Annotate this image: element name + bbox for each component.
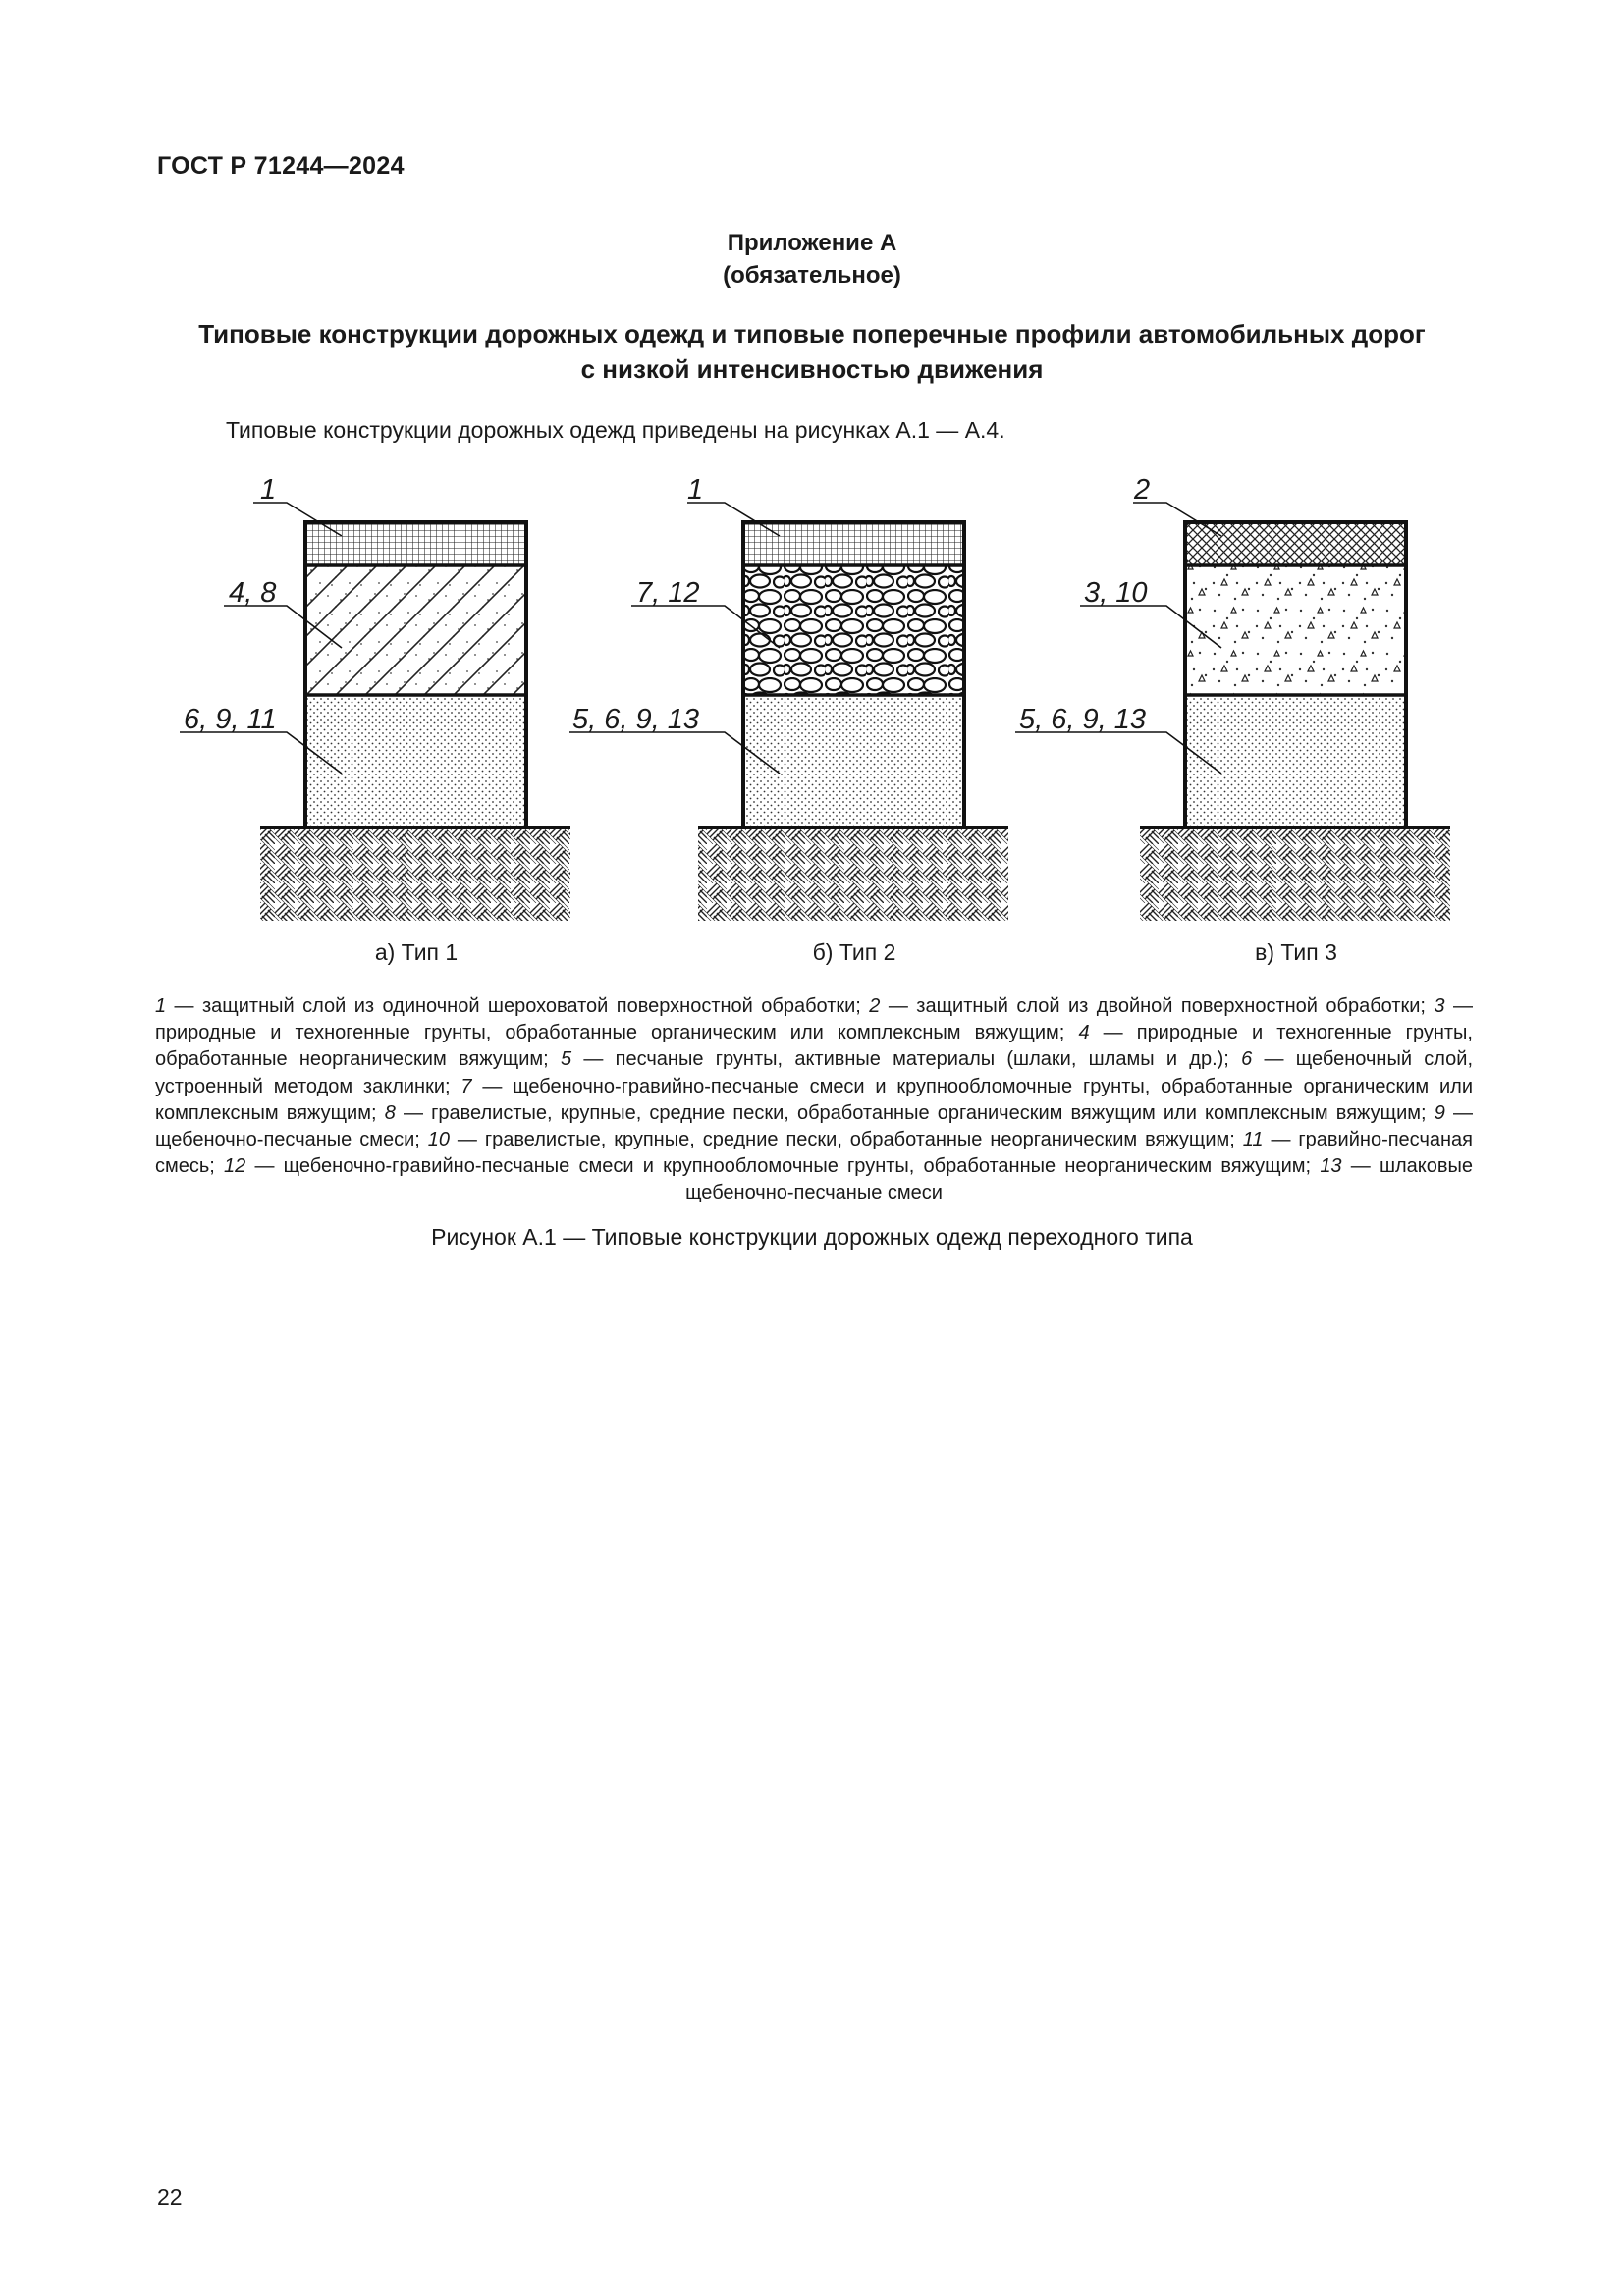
legend-item: 11 — гравийно-песчаная смесь; bbox=[155, 1129, 1473, 1178]
type-2-structure bbox=[569, 474, 1008, 965]
legend-item: 3 — природные и техногенные грунты, обработанные органическим или комплексным вяжущим; bbox=[155, 995, 1473, 1044]
legend-item: 2 — защитный слой из двойной поверхностной обработки; bbox=[869, 995, 1435, 1017]
label-top: 1 bbox=[260, 474, 277, 506]
annex-status: (обязательное) bbox=[723, 262, 901, 289]
soil-base bbox=[1140, 828, 1450, 921]
layer-base-treated bbox=[305, 565, 526, 695]
layer-rock bbox=[743, 565, 964, 695]
layer-protective bbox=[305, 522, 526, 565]
section-title bbox=[0, 316, 1624, 387]
label-bottom: 5, 6, 9, 13 bbox=[1019, 704, 1146, 735]
panel-caption: в) Тип 3 bbox=[1255, 939, 1337, 965]
layer-subbase bbox=[1185, 695, 1406, 828]
soil-base bbox=[260, 828, 570, 921]
soil-base bbox=[698, 828, 1008, 921]
label-middle: 4, 8 bbox=[229, 577, 277, 609]
legend-item: 8 — гравелистые, крупные, средние пески, обработанные органическим вяжущим или комплексным вяжущим; bbox=[384, 1101, 1435, 1124]
pavement-figure bbox=[0, 461, 1624, 972]
type-1-structure bbox=[180, 474, 570, 965]
label-top: 2 bbox=[1134, 474, 1151, 506]
label-bottom: 5, 6, 9, 13 bbox=[572, 704, 699, 735]
annex-title: Приложение А bbox=[727, 230, 897, 256]
layer-subbase bbox=[743, 695, 964, 828]
panel-caption: б) Тип 2 bbox=[812, 939, 896, 965]
label-middle: 3, 10 bbox=[1084, 577, 1148, 609]
layer-sand-treated bbox=[1185, 565, 1406, 695]
type-3-structure bbox=[1015, 474, 1450, 965]
document-code: ГОСТ Р 71244—2024 bbox=[157, 152, 405, 180]
legend-item: 1 — защитный слой из одиночной шероховатой поверхностной обработки; bbox=[155, 995, 870, 1017]
legend-item: 9 — щебеночно-песчаные смеси; bbox=[155, 1101, 1474, 1151]
legend-item: 5 — песчаные грунты, активные материалы (шлаки, шламы и др.); bbox=[561, 1048, 1242, 1071]
layer-protective-double bbox=[1185, 522, 1406, 565]
label-middle: 7, 12 bbox=[636, 577, 700, 609]
panel-caption: а) Тип 1 bbox=[374, 939, 459, 965]
layer-subbase bbox=[305, 695, 526, 828]
section-title-line-1: Типовые конструкции дорожных одежд и типовые поперечные профили автомобильных дорог bbox=[198, 319, 1426, 348]
legend-item: 10 — гравелистые, крупные, средние пески, обработанные неорганическим вяжущим; bbox=[427, 1129, 1243, 1151]
label-top: 1 bbox=[687, 474, 704, 506]
legend-item: 7 — щебеночно-гравийно-песчаные смеси и крупнообломочные грунты, обработанные органическим или комплексным вяжущим; bbox=[155, 1075, 1473, 1124]
legend-item: 6 — щебеночный слой, устроенный методом заклинки; bbox=[155, 1048, 1474, 1097]
figure-caption: Рисунок А.1 — Типовые конструкции дорожных одежд переходного типа bbox=[431, 1224, 1193, 1250]
figure-legend bbox=[155, 993, 1473, 1207]
annex-heading bbox=[0, 227, 1624, 292]
legend-item: 4 — природные и техногенные грунты, обработанные неорганическим вяжущим; bbox=[155, 1022, 1473, 1071]
legend-item: 12 — щебеночно-гравийно-песчаные смеси и крупнообломочные грунты, обработанные неорганическим вяжущим; bbox=[224, 1155, 1321, 1178]
intro-paragraph: Типовые конструкции дорожных одежд приведены на рисунках А.1 — А.4. bbox=[226, 417, 1005, 443]
legend-item: 13 — шлаковые щебеночно-песчаные смеси bbox=[685, 1155, 1474, 1204]
page-number: 22 bbox=[157, 2184, 183, 2210]
label-bottom: 6, 9, 11 bbox=[184, 704, 277, 735]
layer-protective bbox=[743, 522, 964, 565]
section-title-line-2: с низкой интенсивностью движения bbox=[580, 354, 1044, 384]
